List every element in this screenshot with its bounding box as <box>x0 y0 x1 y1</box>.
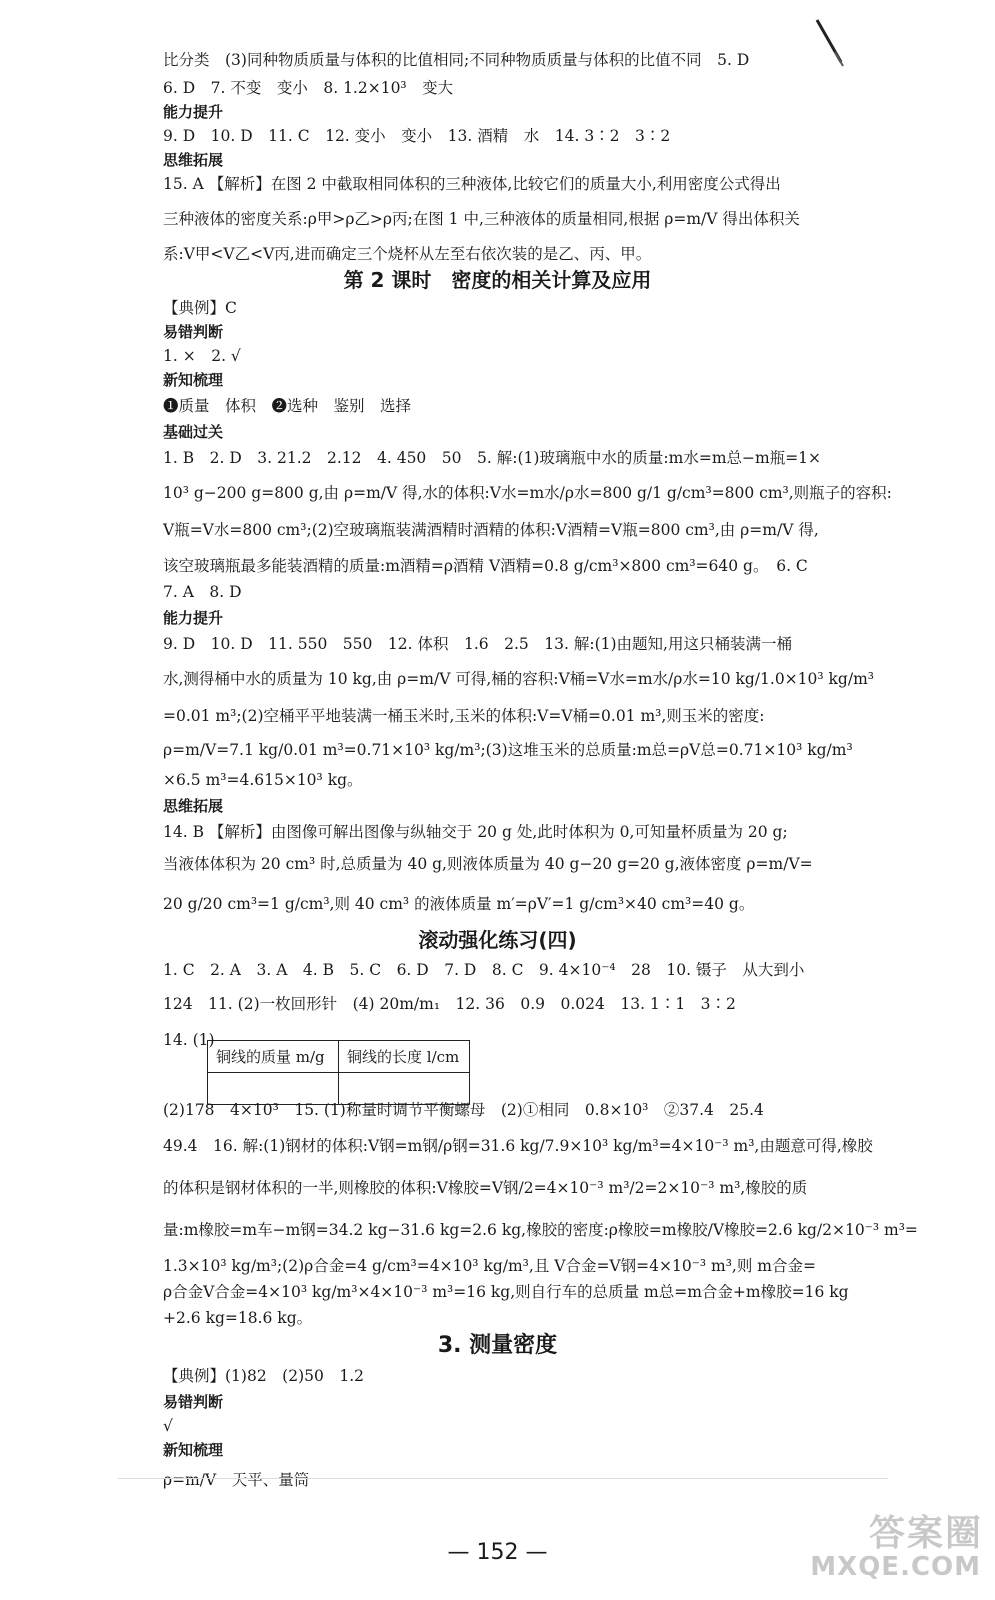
section-heading: 易错判断 <box>163 323 224 341</box>
answer-line: √ <box>163 1417 173 1435</box>
section-title: 3. 测量密度 <box>437 1333 558 1358</box>
answer-line: 14. (1) <box>163 1031 215 1049</box>
table-header-length: 铜线的长度 l/cm <box>339 1041 470 1073</box>
answer-line: 的体积是钢材体积的一半,则橡胶的体积:V橡胶=V钢/2=4×10⁻³ m³/2=2×10⁻³ m³,橡胶的质 <box>163 1179 808 1197</box>
answer-line: 当液体体积为 20 cm³ 时,总质量为 40 g,则液体质量为 40 g−20 g=20 g,液体密度 ρ=m/V= <box>163 855 813 873</box>
answer-line: 系:V甲<V乙<V丙,进而确定三个烧杯从左至右依次装的是乙、丙、甲。 <box>163 245 652 263</box>
answer-line: 9. D 10. D 11. 550 550 12. 体积 1.6 2.5 13. 解:(1)由题知,用这只桶装满一桶 <box>163 635 792 653</box>
answer-line: (2)178 4×10³ 15. (1)称量时调节平衡螺母 (2)①相同 0.8×10³ ②37.4 25.4 <box>163 1101 764 1119</box>
answer-line: 124 11. (2)一枚回形针 (4) 20m/m₁ 12. 36 0.9 0.024 13. 1∶1 3∶2 <box>163 995 736 1013</box>
watermark-logo: 答案圈 <box>868 1513 983 1554</box>
lesson-title: 第 2 课时 密度的相关计算及应用 <box>343 268 652 292</box>
answer-line: 15. A 【解析】在图 2 中截取相同体积的三种液体,比较它们的质量大小,利用密度公式得出 <box>163 175 781 193</box>
answer-line: 【典例】C <box>163 299 237 317</box>
section-heading: 思维拓展 <box>163 151 224 169</box>
answer-line: 1. C 2. A 3. A 4. B 5. C 6. D 7. D 8. C 9. 4×10⁻⁴ 28 10. 镊子 从大到小 <box>163 961 805 979</box>
answer-line: 量:m橡胶=m车−m钢=34.2 kg−31.6 kg=2.6 kg,橡胶的密度:ρ橡胶=m橡胶/V橡胶=2.6 kg/2×10⁻³ m³= <box>163 1221 918 1239</box>
answer-line: 6. D 7. 不变 变小 8. 1.2×10³ 变大 <box>163 79 454 97</box>
answer-line: 该空玻璃瓶最多能装酒精的质量:m酒精=ρ酒精 V酒精=0.8 g/cm³×800 cm³=640 g。 6. C <box>163 557 808 575</box>
answer-line: 49.4 16. 解:(1)钢材的体积:V钢=m钢/ρ钢=31.6 kg/7.9×10³ kg/m³=4×10⁻³ m³,由题意可得,橡胶 <box>163 1137 873 1155</box>
answer-line: 1. × 2. √ <box>163 347 241 365</box>
answer-line: 【典例】(1)82 (2)50 1.2 <box>163 1367 365 1385</box>
pen-mark-icon <box>815 18 845 68</box>
answer-line: 9. D 10. D 11. C 12. 变小 变小 13. 酒精 水 14. 3∶2 3∶2 <box>163 127 671 145</box>
review-title: 滚动强化练习(四) <box>418 928 577 952</box>
answer-line: ρ合金V合金=4×10³ kg/m³×4×10⁻³ m³=16 kg,则自行车的总质量 m总=m合金+m橡胶=16 kg <box>163 1283 849 1301</box>
answer-line: 水,测得桶中水的质量为 10 kg,由 ρ=m/V 可得,桶的容积:V桶=V水=m水/ρ水=10 kg/1.0×10³ kg/m³ <box>163 670 874 688</box>
section-heading: 新知梳理 <box>163 1441 224 1459</box>
answer-line: 7. A 8. D <box>163 583 242 601</box>
answer-line: 20 g/20 cm³=1 g/cm³,则 40 cm³ 的液体质量 m′=ρV′=1 g/cm³×40 cm³=40 g。 <box>163 895 755 913</box>
section-heading: 新知梳理 <box>163 371 224 389</box>
answer-line: ρ=m/V=7.1 kg/0.01 m³=0.71×10³ kg/m³;(3)这堆玉米的总质量:m总=ρV总=0.71×10³ kg/m³ <box>163 741 853 759</box>
answer-line: ❶质量 体积 ❷选种 鉴别 选择 <box>163 397 412 415</box>
answer-line: 14. B 【解析】由图像可解出图像与纵轴交于 20 g 处,此时体积为 0,可知量杯质量为 20 g; <box>163 823 788 841</box>
answer-line: 1. B 2. D 3. 21.2 2.12 4. 450 50 5. 解:(1)玻璃瓶中水的质量:m水=m总−m瓶=1× <box>163 449 822 467</box>
watermark-url: MXQE.COM <box>810 1552 981 1582</box>
section-heading: 思维拓展 <box>163 797 224 815</box>
answer-table <box>207 1040 470 1105</box>
table-header-mass: 铜线的质量 m/g <box>208 1041 339 1073</box>
answer-line: +2.6 kg=18.6 kg。 <box>163 1309 313 1327</box>
answer-line: 10³ g−200 g=800 g,由 ρ=m/V 得,水的体积:V水=m水/ρ水=800 g/1 g/cm³=800 cm³,则瓶子的容积: <box>163 484 892 502</box>
section-heading: 能力提升 <box>163 609 224 627</box>
answer-line: ρ=m/V 天平、量筒 <box>163 1471 310 1489</box>
answer-line: V瓶=V水=800 cm³;(2)空玻璃瓶装满酒精时酒精的体积:V酒精=V瓶=800 cm³,由 ρ=m/V 得, <box>163 521 819 539</box>
section-heading: 能力提升 <box>163 103 224 121</box>
answer-line: ×6.5 m³=4.615×10³ kg。 <box>163 771 363 789</box>
answer-line: 1.3×10³ kg/m³;(2)ρ合金=4 g/cm³=4×10³ kg/m³,且 V合金=V钢=4×10⁻³ m³,则 m合金= <box>163 1257 816 1275</box>
answer-line: 比分类 (3)同种物质质量与体积的比值相同;不同种物质质量与体积的比值不同 5. D <box>163 51 750 69</box>
section-heading: 基础过关 <box>163 423 224 441</box>
answer-line: =0.01 m³;(2)空桶平平地装满一桶玉米时,玉米的体积:V=V桶=0.01 m³,则玉米的密度: <box>163 707 765 725</box>
page-number: — 152 — <box>447 1540 548 1565</box>
footer-divider <box>118 1478 888 1479</box>
answer-line: 三种液体的密度关系:ρ甲>ρ乙>ρ丙;在图 1 中,三种液体的质量相同,根据 ρ=m/V 得出体积关 <box>163 210 800 228</box>
section-heading: 易错判断 <box>163 1393 224 1411</box>
